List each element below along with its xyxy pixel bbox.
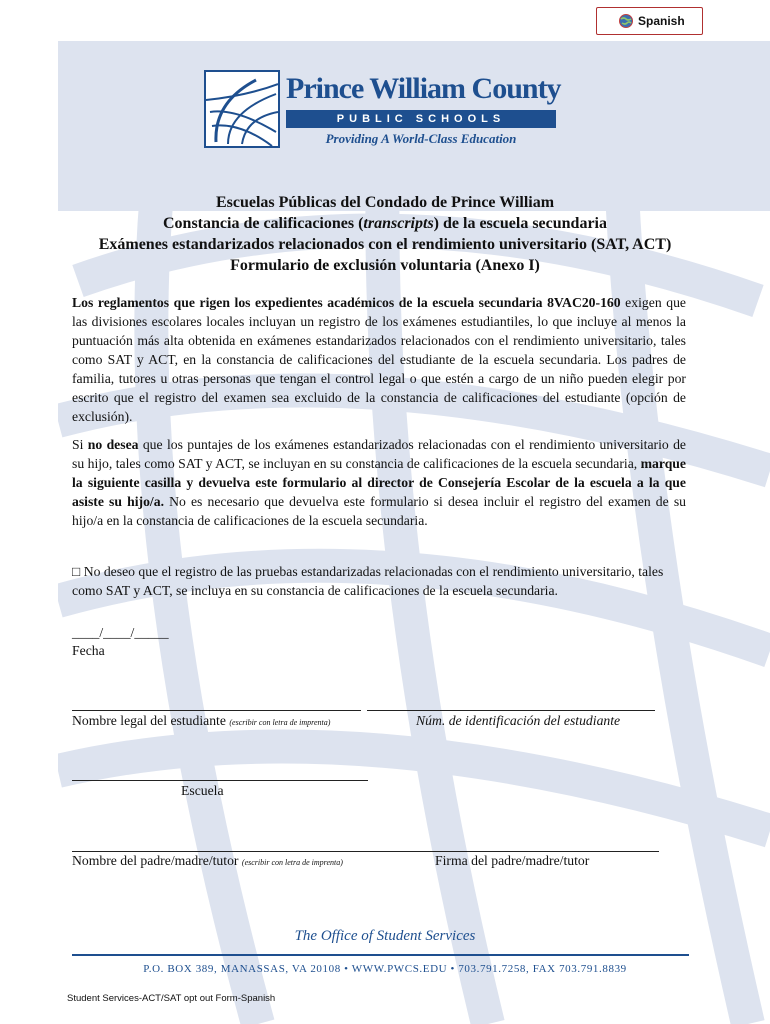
footer-address: P.O. BOX 389, MANASSAS, VA 20108 • WWW.PWCS.EDU • 703.791.7258, FAX 703.791.8839	[143, 963, 627, 975]
student-id-label: Núm. de identificación del estudiante	[416, 713, 621, 728]
date-field[interactable]	[72, 624, 169, 660]
office-name: The Office of Student Services	[294, 928, 476, 944]
school-line[interactable]	[72, 780, 368, 781]
form-id: Student Services-ACT/SAT opt out Form-Spanish	[67, 993, 276, 1004]
document-title	[60, 192, 710, 276]
parent-signature-label: Firma del padre/madre/tutor	[435, 853, 590, 868]
logo-tagline: Providing A World-Class Education	[325, 131, 517, 146]
date-blank: ____/____/_____	[72, 625, 169, 640]
parent-name-label: Nombre del padre/madre/tutor (escribir con letra de imprenta)	[72, 853, 343, 868]
language-button[interactable]	[596, 7, 703, 35]
regulation-paragraph: Los reglamentos que rigen los expedientes académicos de la escuela secundaria 8VAC20-160 exigen que las divisiones escolares locales incluyan un registro de los exámenes estudiantiles, lo que incluye al menos la puntuación más alta obtenida en exámenes estandarizados relacionados con el rendimiento universitario, tales como SAT y ACT, en la constancia de calificaciones del estudiante de la escuela secundaria. Los padres de familia, tutores u otras personas que tengan el control legal o que estén a cargo de un niño pueden elegir por escrito que el registro del examen sea excluido de la constancia de calificaciones del estudiante (opción de exclusión).	[72, 295, 687, 424]
logo-name: Prince William County	[286, 72, 561, 105]
opt-out-checkbox[interactable]: □ No deseo que el registro de las pruebas estandarizadas relacionadas con el rendimiento universitario, tales como SAT y ACT, se incluya en su constancia de calificaciones de la escuela secundaria.	[72, 564, 664, 598]
date-label: Fecha	[72, 643, 105, 658]
watermark-globe	[58, 41, 770, 1024]
student-id-line[interactable]	[367, 710, 655, 711]
pwcs-logo	[204, 70, 561, 152]
student-name-label: Nombre legal del estudiante (escribir con letra de imprenta)	[72, 713, 331, 728]
logo-band: PUBLIC SCHOOLS	[286, 110, 556, 128]
footer-divider	[72, 954, 689, 956]
language-label: Spanish	[638, 14, 685, 28]
instruction-paragraph: Si no desea que los puntajes de los exámenes estandarizados relacionadas con el rendimiento universitario de su hijo, tales como SAT y ACT, se incluyan en su constancia de calificaciones de la escuela secundaria, marque la siguiente casilla y devuelva este formulario al director de Consejería Escolar de la escuela a la que asiste su hijo/a. No es necesario que devuelva este formulario si desea incluir el registro del examen de su hijo/a en la constancia de calificaciones de la escuela secundaria.	[72, 437, 687, 528]
title-line-2: Constancia de calificaciones (transcripts) de la escuela secundaria	[163, 215, 607, 232]
title-line-4: Formulario de exclusión voluntaria (Anexo I)	[230, 257, 540, 274]
title-line-1: Escuelas Públicas del Condado de Prince William	[215, 194, 555, 211]
logo-globe-icon	[204, 70, 280, 148]
title-line-3: Exámenes estandarizados relacionados con el rendimiento universitario (SAT, ACT)	[98, 236, 672, 253]
student-name-line[interactable]	[72, 710, 361, 711]
globe-icon	[619, 14, 633, 28]
school-label: Escuela	[181, 783, 224, 798]
document-page	[58, 41, 770, 1024]
